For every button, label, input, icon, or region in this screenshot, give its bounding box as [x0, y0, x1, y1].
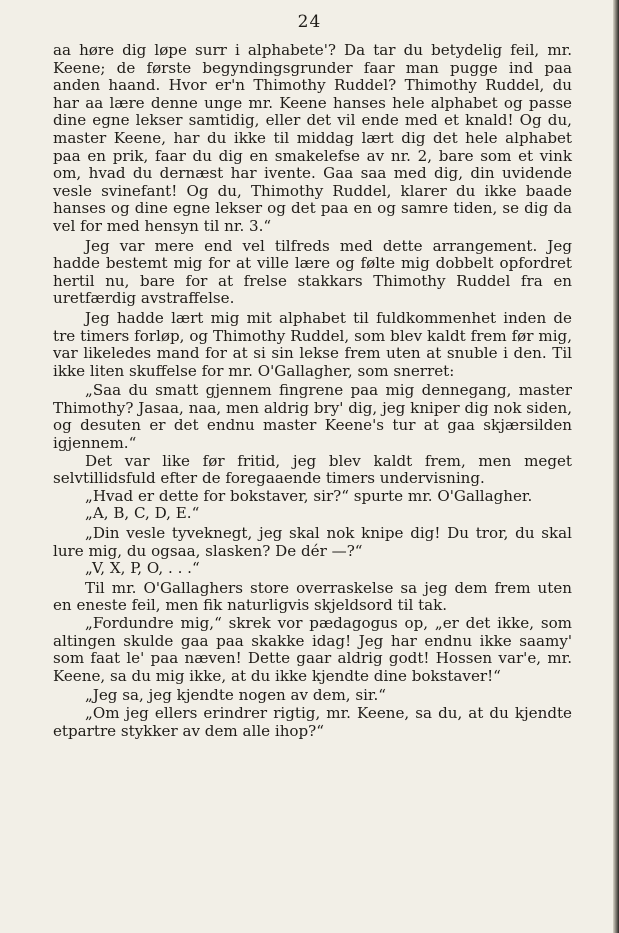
page-number: 24 — [297, 12, 322, 32]
paragraph: „Jeg sa, jeg kjendte nogen av dem, sir.“ — [85, 686, 387, 705]
paragraph: „Saa du smatt gjennem fingrene paa mig dennegang, master Thimothy? Jasaa, naa, men aldrig bry' dig, jeg kniper dig nok siden, og desuten er det endnu master Keene's tur at gaa skjærsilden igjennem.“ — [53, 381, 572, 453]
paragraph: „Hvad er dette for bokstaver, sir?“ spurte mr. O'Gallagher. — [85, 486, 533, 505]
paragraph: Jeg hadde lært mig mit alphabet til fuldkommenhet inden de tre timers forløp, og Thimothy Ruddel, som blev kaldt frem før mig, var likeledes mand for at si sin lekse frem uten at snuble i den. Til ikke liten skuffelse for mr. O'Gallagher, som snerret: — [53, 308, 572, 380]
body-text — [53, 42, 572, 740]
paragraph: Jeg var mere end vel tilfreds med dette arrangement. Jeg hadde bestemt mig for at ville lære og følte mig dobbelt opfordret hertil nu, bare for at frelse stakkars Thimothy Ruddel fra en uretfærdig avstraffelse. — [53, 236, 572, 308]
paragraph: aa høre dig løpe surr i alphabete'? Da tar du betydelig feil, mr. Keene; de første begyndingsgrunder faar man pugge ind paa anden haand. Hvor er'n Thimothy Ruddel? Thimothy Ruddel, du har aa lære denne unge mr. Keene hanses hele alphabet og passe dine egne lekser samtidig, eller det vil ende med et knald! Og du, master Keene, har du ikke til middag lært dig det hele alphabet paa en prik, faar du dig en smakelefse av nr. 2, bare som et vink om, hvad du dernæst har ivente. Gaa saa med dig, din uvidende vesle svinefant! Og du, Thimothy Ruddel, klarer du ikke baade hanses og dine egne lekser og det paa en og samre tiden, se dig da vel for med hensyn til nr. 3.“ — [53, 41, 572, 235]
paragraph: „Din vesle tyveknegt, jeg skal nok knipe dig! Du tror, du skal lure mig, du ogsaa, slasken? De dér —?“ — [53, 524, 572, 560]
page-edge — [613, 0, 619, 933]
paragraph: „A, B, C, D, E.“ — [85, 504, 200, 523]
paragraph: „Fordundre mig,“ skrek vor pædagogus op, „er det ikke, som altingen skulde gaa paa skakke idag! Jeg har endnu ikke saamy' som faat le' paa næven! Dette gaar aldrig godt! Hossen var'e, mr. Keene, sa du mig ikke, at du ikke kjendte dine bokstaver!“ — [53, 614, 572, 685]
paragraph: „V, X, P, O, . . .“ — [85, 559, 200, 578]
paragraph: Til mr. O'Gallaghers store overraskelse sa jeg dem frem uten en eneste feil, men fik naturligvis skjeldsord til tak. — [53, 578, 572, 615]
paragraph: „Om jeg ellers erindrer rigtig, mr. Keene, sa du, at du kjendte etpartre stykker av dem alle ihop?“ — [53, 703, 572, 740]
paragraph: Det var like før fritid, jeg blev kaldt frem, men meget selvtillidsfuld efter de foregaaende timers undervisning. — [53, 451, 572, 488]
